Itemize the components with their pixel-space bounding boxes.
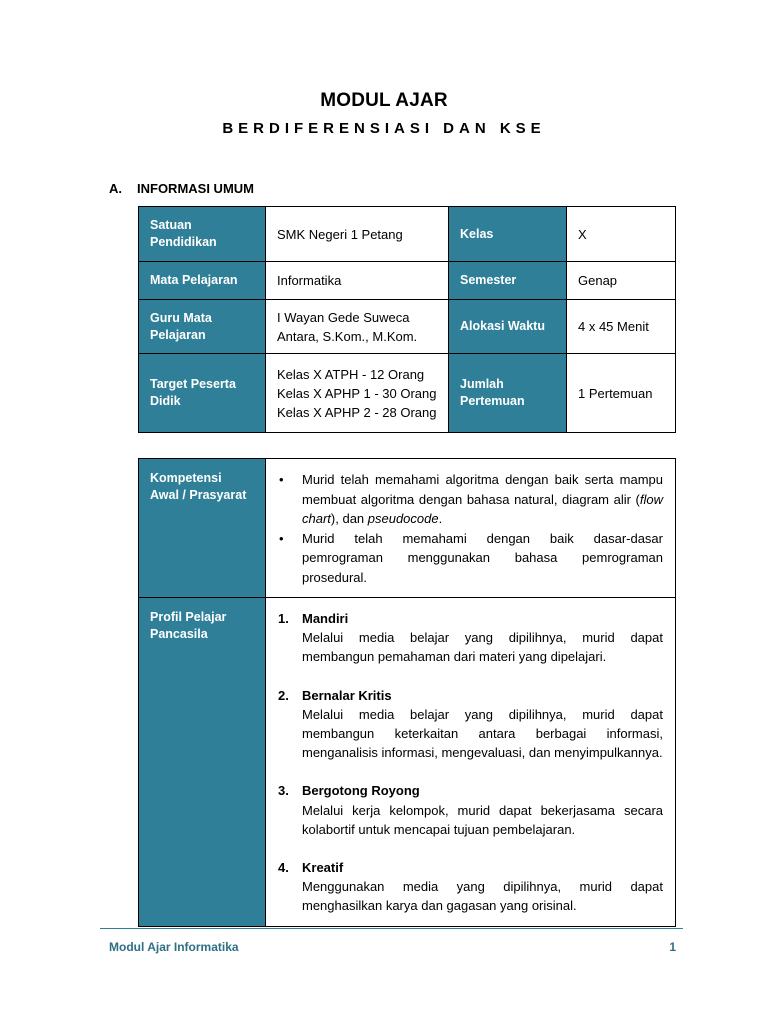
label-target-peserta-didik: Target Peserta Didik <box>139 354 266 433</box>
bullet-icon: • <box>279 472 284 487</box>
profil-title: Bergotong Royong <box>302 783 420 799</box>
list-item <box>277 609 663 667</box>
label-mata-pelajaran: Mata Pelajaran <box>139 262 266 300</box>
section-heading <box>109 181 254 196</box>
section-label: INFORMASI UMUM <box>137 181 254 196</box>
profil-description: Melalui kerja kelompok, murid dapat bekerjasama secara kolabortif untuk mencapai tujuan pembelajaran. <box>302 802 663 837</box>
document-subtitle: BERDIFERENSIASI DAN KSE <box>222 120 546 137</box>
kompetensi-list <box>277 470 663 587</box>
footer-title: Modul Ajar Informatika <box>109 940 239 954</box>
label-satuan-pendidikan: Satuan Pendidikan <box>139 207 266 262</box>
profil-title: Mandiri <box>302 611 349 626</box>
item-number: 1. <box>278 611 289 626</box>
label-jumlah-pertemuan: Jumlah Pertemuan <box>449 354 567 433</box>
profil-description: Melalui media belajar yang dipilihnya, murid dapat membangun pemahaman dari materi yang dipelajari. <box>302 630 663 665</box>
info-table <box>138 206 676 433</box>
list-item <box>277 781 663 839</box>
list-item <box>277 686 663 763</box>
item-number: 3. <box>278 783 289 799</box>
value-satuan-pendidikan: SMK Negeri 1 Petang <box>266 207 449 262</box>
table-row <box>139 207 676 262</box>
profil-title: Bernalar Kritis <box>302 687 392 703</box>
label-kompetensi-awal: Kompetensi Awal / Prasyarat <box>139 459 266 598</box>
section-letter: A. <box>109 181 122 196</box>
label-profil-pelajar-pancasila: Profil Pelajar Pancasila <box>139 598 266 927</box>
page-number: 1 <box>669 940 676 954</box>
profil-list <box>277 609 663 916</box>
list-item <box>277 529 663 588</box>
value-alokasi-waktu: 4 x 45 Menit <box>567 300 676 354</box>
value-target-peserta-didik: Kelas X ATPH - 12 Orang Kelas X APHP 1 - 30 Orang Kelas X APHP 2 - 28 Orang <box>266 354 449 433</box>
profil-description: Menggunakan media yang dipilihnya, murid dapat menghasilkan karya dan gagasan yang orisinal. <box>302 879 663 914</box>
detail-table <box>138 458 676 927</box>
table-row <box>139 459 676 598</box>
label-guru-mata-pelajaran: Guru Mata Pelajaran <box>139 300 266 354</box>
kompetensi-italic-term: pseudocode <box>367 511 439 526</box>
footer-divider <box>100 928 683 929</box>
value-kelas: X <box>567 207 676 262</box>
item-number: 4. <box>278 860 289 876</box>
label-kelas: Kelas <box>449 207 567 262</box>
value-semester: Genap <box>567 262 676 300</box>
table-row <box>139 262 676 300</box>
value-profil-pelajar-pancasila <box>266 598 676 927</box>
bullet-icon: • <box>279 530 284 546</box>
table-row <box>139 598 676 927</box>
list-item <box>277 470 663 529</box>
value-kompetensi-awal <box>266 459 676 598</box>
value-mata-pelajaran: Informatika <box>266 262 449 300</box>
table-row <box>139 354 676 433</box>
label-alokasi-waktu: Alokasi Waktu <box>449 300 567 354</box>
document-title: MODUL AJAR <box>320 90 448 111</box>
value-guru-mata-pelajaran: I Wayan Gede Suweca Antara, S.Kom., M.Kom. <box>266 300 449 354</box>
kompetensi-text: ), dan <box>330 511 368 526</box>
item-number: 2. <box>278 687 289 703</box>
kompetensi-text: . <box>438 511 443 526</box>
kompetensi-text: Murid telah memahami algoritma dengan baik serta mampu membuat algoritma dengan bahasa natural, diagram alir ( <box>302 472 663 507</box>
profil-description: Melalui media belajar yang dipilihnya, murid dapat membangun keterkaitan antara berbagai informasi, menganalisis informasi, mengevaluasi, dan menyimpulkannya. <box>302 706 663 761</box>
list-item <box>277 858 663 916</box>
value-jumlah-pertemuan: 1 Pertemuan <box>567 354 676 433</box>
table-row <box>139 300 676 354</box>
kompetensi-text: Murid telah memahami dengan baik dasar-dasar pemrograman menggunakan bahasa pemrograman prosedural. <box>302 530 663 585</box>
kompetensi-italic-term: flow chart <box>302 491 663 526</box>
label-semester: Semester <box>449 262 567 300</box>
profil-title: Kreatif <box>302 860 344 876</box>
